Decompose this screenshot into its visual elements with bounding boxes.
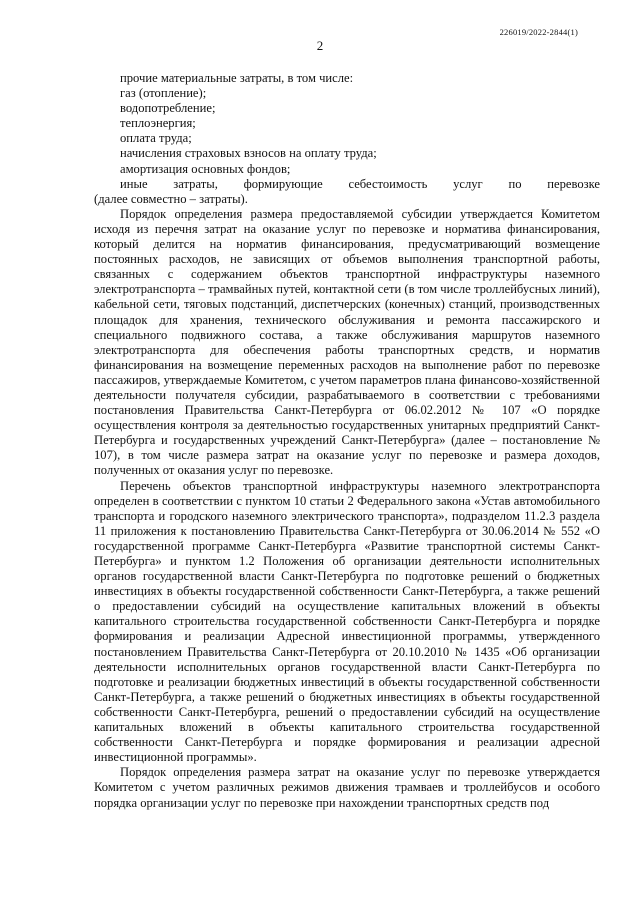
paragraph-infrastructure-list: Перечень объектов транспортной инфраструктуры наземного электротранспорта определен в соответствии с пунктом 10 статьи 2 Федерального закона «Устав автомобильного транспорта и городского наземного электрического транспорта», подразделом 11.2.3 раздела 11 приложения к постановлению Правительства Санкт-Петербурга от 30.06.2014 № 552 «О государственной программе Санкт-Петербурга «Развитие транспортной системы Санкт-Петербурга» и пунктом 1.2 Положения об организации деятельности исполнительных органов государственной власти Санкт-Петербурга по подготовке решений о бюджетных инвестициях в объекты государственной собственности Санкт-Петербурга, а также решений о предоставлении субсидий на осуществление капитальных вложений в объекты капитального строительства государственной собственности Санкт-Петербурга и порядке формирования и реализации Адресной инвестиционной программы, утвержденного постановлением Правительства Санкт-Петербурга от 20.10.2010 № 1435 «Об организации деятельности исполнительных органов государственной власти Санкт-Петербурга по подготовке и реализации бюджетных инвестиций в объекты государственной собственности Санкт-Петербурга, а также решений о бюджетных инвестициях в объекты государственной собственности Санкт-Петербурга, решений о предоставлении субсидий на осуществление капитальных вложений в объекты капитального строительства государственной собственности Санкт-Петербурга и порядке формирования и реализации адресной инвестиционной программы». [94,478,600,765]
list-item: оплата труда; [120,131,192,146]
list-closing: (далее совместно – затраты). [94,191,248,206]
document-body [94,71,600,811]
list-intro: прочие материальные затраты, в том числе: [120,71,354,85]
page-number: 2 [316,38,324,53]
list-item: амортизация основных фондов; [120,161,291,176]
list-item: водопотребление; [120,101,216,116]
document-number: 226019/2022-2844(1) [499,27,578,37]
expense-list [94,71,600,192]
paragraph-cost-procedure: Порядок определения размера затрат на оказание услуг по перевозке утверждается Комитетом с учетом различных режимов движения трамваев и троллейбусов и особого порядка организации услуг по перевозке при нахождении транспортных средств под [94,765,600,810]
list-item: начисления страховых взносов на оплату труда; [120,146,377,161]
paragraph-subsidy-procedure: Порядок определения размера предоставляемой субсидии утверждается Комитетом исходя из перечня затрат на оказание услуг по перевозке и норматива финансирования, который делится на норматив финансирования, предусматривающий возмещение постоянных расходов, не зависящих от объемов выполнения транспортной работы, связанных с содержанием объектов транспортной инфраструктуры наземного электротранспорта – трамвайных путей, контактной сети (в том числе троллейбусных линий), кабельной сети, тяговых подстанций, диспетчерских (конечных) станций, производственных площадок для хранения, технического обслуживания и ремонта пассажирского и специального подвижного состава, а также обслуживания маршрутов наземного электротранспорта для обеспечения работы транспортных средств, и норматив финансирования на возмещение переменных расходов на выполнение работ по перевозке пассажиров, утверждаемые Комитетом, с учетом параметров плана финансово-хозяйственной деятельности получателя субсидии, разрабатываемого в соответствии с требованиями постановления Правительства Санкт-Петербурга от 06.02.2012 № 107 «О порядке осуществления контроля за деятельностью государственных унитарных предприятий Санкт-Петербурга и государственных учреждений Санкт-Петербурга» (далее – постановление № 107), в том числе размера затрат на оказание услуг по перевозке и размера доходов, полученных от оказания услуг по перевозке. [94,206,600,478]
list-item: газ (отопление); [120,86,207,101]
list-item: теплоэнергия; [120,116,196,131]
list-item-last: иные затраты, формирующие себестоимость услуг по перевозке [120,176,600,191]
